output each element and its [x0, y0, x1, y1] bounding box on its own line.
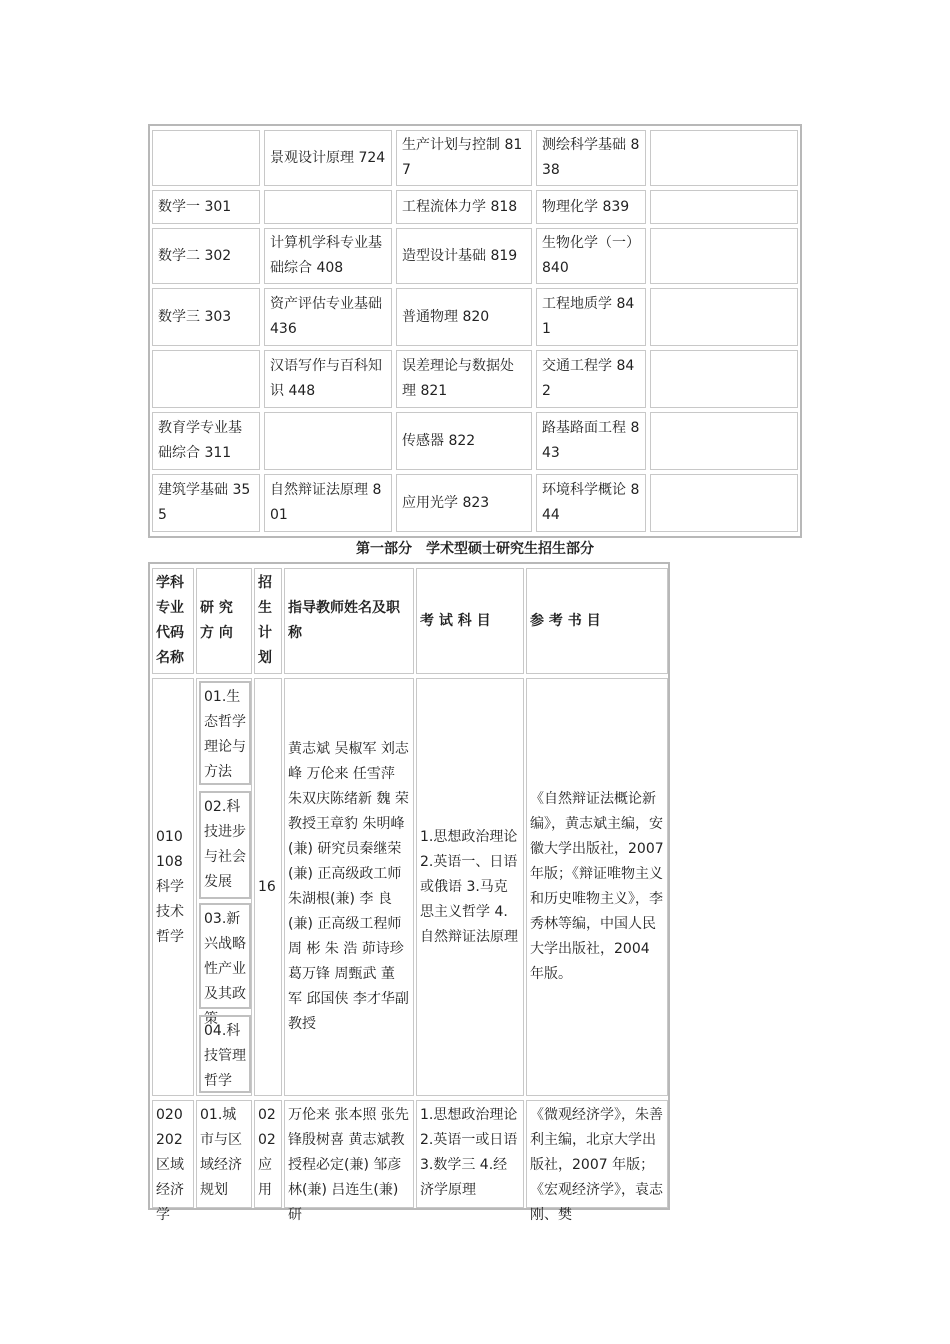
table-cell: 教育学专业基础综合 311	[152, 412, 260, 470]
program-code-cell: 010108 科学技术哲学	[152, 678, 194, 1096]
table-cell: 测绘科学基础 838	[536, 130, 646, 186]
table-cell: 物理化学 839	[536, 190, 646, 224]
table-cell	[152, 350, 260, 408]
subject-code-table	[148, 124, 802, 538]
reference-books-cell: 《微观经济学》，朱善利主编，北京大学出版社，2007 年版；《宏观经济学》，袁志刚、樊	[526, 1100, 668, 1208]
table-cell	[650, 350, 798, 408]
table-cell	[650, 190, 798, 224]
table-cell: 普通物理 820	[396, 288, 532, 346]
table-cell: 数学三 303	[152, 288, 260, 346]
enrollment-plan-cell: 0202应用	[254, 1100, 282, 1208]
direction-item: 02.科技进步与社会发展	[199, 791, 251, 899]
table-cell: 交通工程学 842	[536, 350, 646, 408]
table-cell: 生物化学（一）840	[536, 228, 646, 284]
advisors-cell: 黄志斌 吴椒军 刘志峰 万伦来 任雪萍 朱双庆陈绪新 魏 荣 教授王章豹 朱明峰(兼) 研究员秦继荣(兼) 正高级政工师朱湖根(兼) 李 良(兼) 正高级工程师周 彬 朱 浩 茆诗珍 葛万锋 周甄武 董 军 邱国侠 李才华副教授	[284, 678, 414, 1096]
reference-books-cell: 《自然辩证法概论新编》，黄志斌主编，安徽大学出版社，2007 年版；《辩证唯物主义和历史唯物主义》，李秀林等编，中国人民大学出版社，2004 年版。	[526, 678, 668, 1096]
header-cell-plan: 招生计划	[254, 568, 282, 674]
table-cell: 建筑学基础 355	[152, 474, 260, 532]
table-cell: 应用光学 823	[396, 474, 532, 532]
header-cell-advisors: 指导教师姓名及职称	[284, 568, 414, 674]
header-cell-books: 参 考 书 目	[526, 568, 668, 674]
header-cell-direction: 研 究 方 向	[196, 568, 252, 674]
table-cell	[264, 190, 392, 224]
table-cell: 生产计划与控制 817	[396, 130, 532, 186]
table-cell: 汉语写作与百科知识 448	[264, 350, 392, 408]
direction-container	[196, 678, 252, 1096]
section-title: 第一部分 学术型硕士研究生招生部分	[356, 541, 594, 557]
advisors-cell: 万伦来 张本照 张先锋殷树喜 黄志斌教授程必定(兼) 邹彦林(兼) 吕连生(兼)研	[284, 1100, 414, 1208]
table-cell: 误差理论与数据处理 821	[396, 350, 532, 408]
table-cell	[152, 130, 260, 186]
direction-item: 01.生态哲学理论与方法	[199, 681, 251, 785]
exam-subjects-cell: 1.思想政治理论 2.英语一或日语 3.数学三 4.经济学原理	[416, 1100, 524, 1208]
table-cell	[264, 412, 392, 470]
table-cell: 数学一 301	[152, 190, 260, 224]
table-cell	[650, 288, 798, 346]
table-cell: 传感器 822	[396, 412, 532, 470]
direction-item: 03.新兴战略性产业及其政策	[199, 903, 251, 1009]
table-cell: 造型设计基础 819	[396, 228, 532, 284]
header-cell-code: 学科专业代码名称	[152, 568, 194, 674]
header-cell-exams: 考 试 科 目	[416, 568, 524, 674]
program-code-cell: 020202 区域经济学	[152, 1100, 194, 1208]
table-cell: 环境科学概论 844	[536, 474, 646, 532]
direction-item: 01.城市与区域经济规划	[196, 1100, 252, 1208]
direction-item: 04.科技管理哲学	[199, 1015, 251, 1093]
table-cell	[650, 474, 798, 532]
exam-subjects-cell: 1.思想政治理论 2.英语一、日语或俄语 3.马克思主义哲学 4.自然辩证法原理	[416, 678, 524, 1096]
table-cell: 路基路面工程 843	[536, 412, 646, 470]
table-cell	[650, 228, 798, 284]
enrollment-plan-cell: 16	[254, 678, 282, 1096]
table-cell: 资产评估专业基础 436	[264, 288, 392, 346]
table-cell: 数学二 302	[152, 228, 260, 284]
table-cell	[650, 412, 798, 470]
table-cell: 景观设计原理 724	[264, 130, 392, 186]
admissions-table	[148, 562, 670, 1223]
table-cell: 自然辩证法原理 801	[264, 474, 392, 532]
table-cell: 工程流体力学 818	[396, 190, 532, 224]
table-cell: 计算机学科专业基础综合 408	[264, 228, 392, 284]
table-cell	[650, 130, 798, 186]
table-cell: 工程地质学 841	[536, 288, 646, 346]
